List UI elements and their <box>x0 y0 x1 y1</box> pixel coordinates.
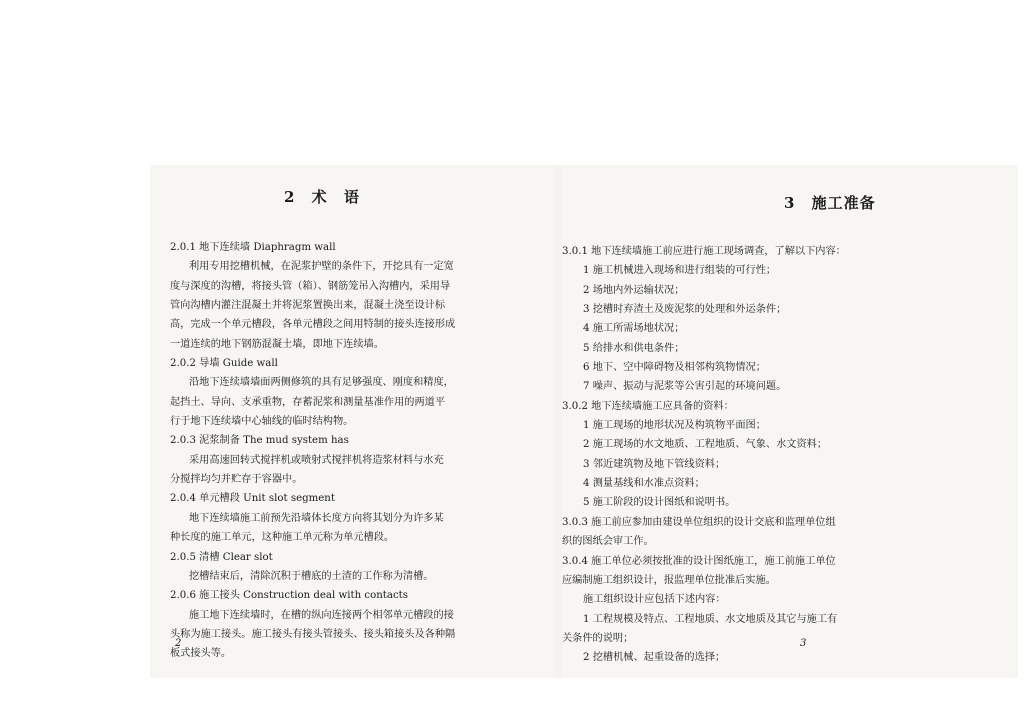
text-line: 一道连续的地下钢筋混凝土墙，即地下连续墙。 <box>170 338 384 350</box>
clause-heading: 2.0.6 施工接头 Construction deal with contacts <box>170 590 408 602</box>
text-line: 头称为施工接头。施工接头有接头管接头、接头箱接头及各种隔 <box>170 628 456 640</box>
list-item: 3 邻近建筑物及地下管线资料； <box>583 458 726 470</box>
text-line: 织的图纸会审工作。 <box>562 536 654 548</box>
scanned-document-spread <box>150 165 1018 678</box>
clause-heading: 2.0.4 单元槽段 Unit slot segment <box>170 493 335 505</box>
list-item: 2 挖槽机械、起重设备的选择； <box>583 652 726 664</box>
text-line: 地下连续墙施工前预先沿墙体长度方向将其划分为许多某 <box>189 512 444 524</box>
clause-heading: 3.0.2 地下连续墙施工应具备的资料： <box>562 400 734 412</box>
text-line: 起挡土、导向、支承重物，存蓄泥浆和测量基准作用的两道平 <box>170 396 446 408</box>
text-line: 高，完成一个单元槽段，各单元槽段之间用特制的接头连接形成 <box>170 319 456 331</box>
text-line: 行于地下连续墙中心轴线的临时结构物。 <box>170 416 354 428</box>
text-line: 挖槽结束后，清除沉积于槽底的土渣的工作称为清槽。 <box>189 570 434 582</box>
page-number: 3 <box>800 638 807 649</box>
text-line: 施工地下连续墙时，在槽的纵向连接两个相邻单元槽段的接 <box>189 609 454 621</box>
text-line: 施工组织设计应包括下述内容： <box>583 594 726 606</box>
list-item: 5 给排水和供电条件； <box>583 342 685 354</box>
text-line: 关条件的说明； <box>562 632 634 644</box>
page-title: 3 施工准备 <box>784 194 876 212</box>
list-item: 5 施工阶段的设计图纸和说明书。 <box>583 497 736 509</box>
text-line: 应编制施工组织设计，报监理单位批准后实施。 <box>562 574 776 586</box>
clause-heading: 3.0.4 施工单位必须按批准的设计图纸施工，施工前施工单位 <box>562 555 836 567</box>
list-item: 2 施工现场的水文地质、工程地质、气象、水文资料； <box>583 439 828 451</box>
page-number: 2 <box>175 638 182 649</box>
clause-heading: 2.0.3 泥浆制备 The mud system has <box>170 435 349 447</box>
clause-heading: 2.0.5 清槽 Clear slot <box>170 551 273 563</box>
clause-heading: 2.0.2 导墙 Guide wall <box>170 358 278 370</box>
text-line: 沿地下连续墙墙面两侧修筑的具有足够强度、刚度和精度， <box>189 377 454 389</box>
list-item: 7 噪声、振动与泥浆等公害引起的环境问题。 <box>583 381 787 393</box>
list-item: 1 施工现场的地形状况及构筑物平面图； <box>583 420 766 432</box>
clause-heading: 3.0.1 地下连续墙施工前应进行施工现场调查，了解以下内容： <box>562 246 846 257</box>
list-item: 1 施工机械进入现场和进行组装的可行性； <box>583 265 777 277</box>
list-item: 2 场地内外运输状况； <box>583 284 685 296</box>
text-line: 采用高速回转式搅拌机或喷射式搅拌机将造浆材料与水充 <box>189 454 444 466</box>
list-item: 1 工程规模及特点、工程地质、水文地质及其它与施工有 <box>583 613 838 625</box>
text-line: 管向沟槽内灌注混凝土并将泥浆置换出来，混凝土浇至设计标 <box>170 300 446 312</box>
text-line: 板式接头等。 <box>170 648 232 660</box>
text-line: 分搅拌均匀并贮存于容器中。 <box>170 474 303 486</box>
right-page-text <box>562 242 862 668</box>
text-line: 度与深度的沟槽，将接头管（箱）、钢筋笼吊入沟槽内，采用导 <box>170 280 451 292</box>
left-page <box>150 165 555 678</box>
page-title: 2 术 语 <box>284 188 360 206</box>
clause-heading: 3.0.3 施工前应参加由建设单位组织的设计交底和监理单位组 <box>562 516 836 528</box>
list-item: 4 测量基线和水准点资料； <box>583 478 705 490</box>
clause-heading: 2.0.1 地下连续墙 Diaphragm wall <box>170 242 336 253</box>
list-item: 3 挖槽时弃渣土及废泥浆的处理和外运条件； <box>583 304 787 316</box>
right-page <box>562 165 1018 678</box>
left-page-text <box>170 238 500 664</box>
list-item: 4 施工所需场地状况； <box>583 323 685 335</box>
list-item: 6 地下、空中障碍物及相邻构筑物情况； <box>583 362 766 374</box>
text-line: 利用专用挖槽机械，在泥浆护壁的条件下，开挖具有一定宽 <box>189 261 454 273</box>
text-line: 种长度的施工单元，这种施工单元称为单元槽段。 <box>170 532 395 544</box>
